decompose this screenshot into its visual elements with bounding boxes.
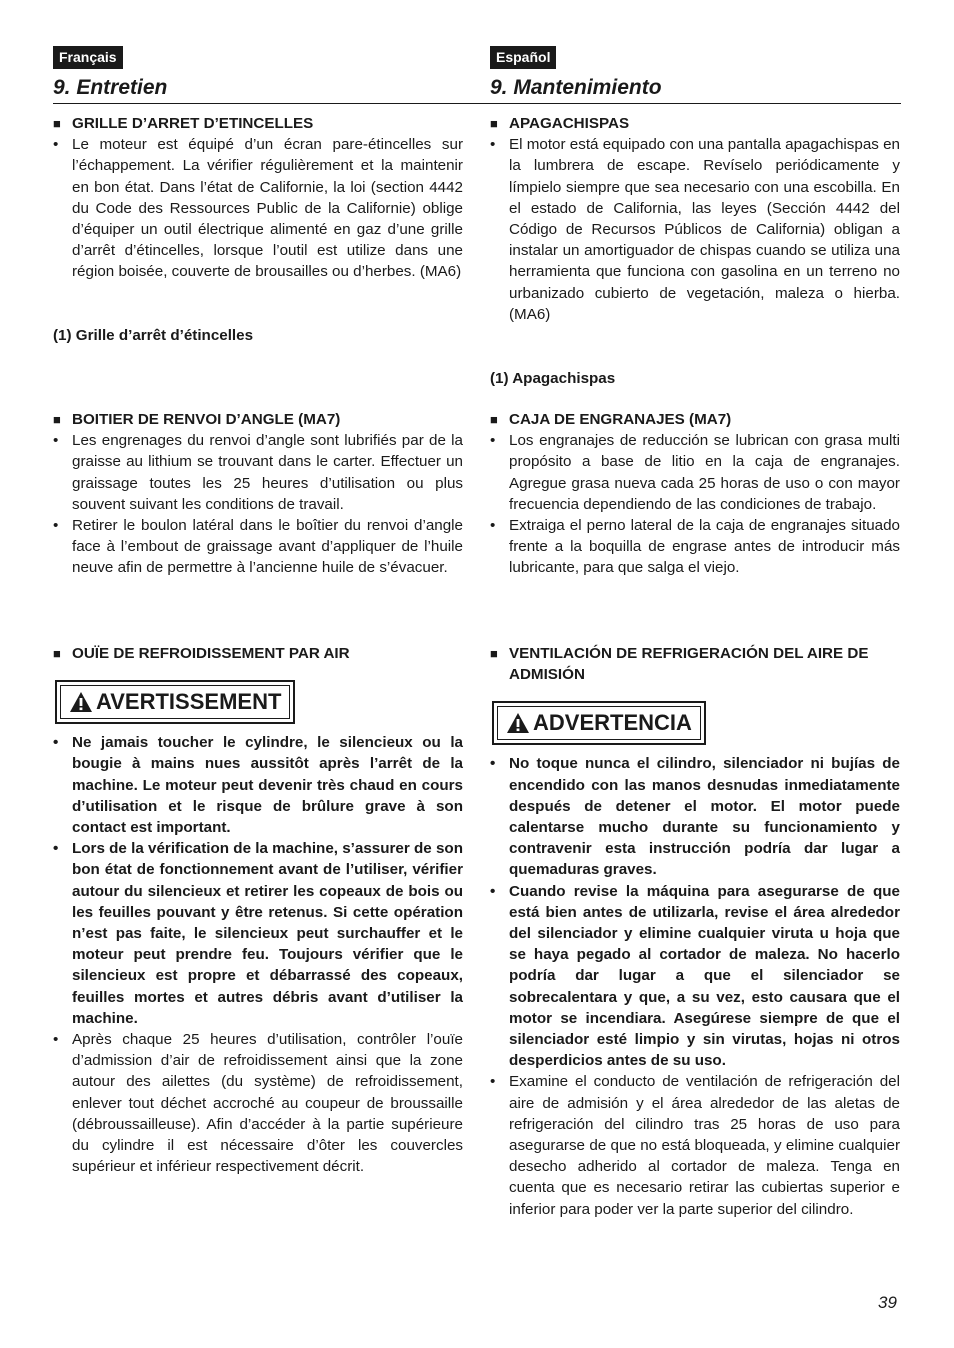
warning-triangle-icon: [69, 691, 93, 713]
bullet-icon: •: [490, 432, 496, 450]
column-french: [53, 46, 463, 1176]
list-item: • Retirer le boulon latéral dans le boîtier du renvoi d’angle face à l’embout de graissage avant d’appliquer de l’huile neuve afin de permettre à l’ancienne huile de s’évacuer.: [53, 515, 463, 579]
list-item: • Extraiga el perno lateral de la caja de engranajes situado frente a la boquilla de engrase antes de introducir más lubricante, para que salga el viejo.: [490, 515, 900, 579]
square-bullet-icon: ■: [53, 116, 61, 131]
square-bullet-icon: ■: [490, 646, 498, 661]
list-item: • Examine el conducto de ventilación de refrigeración del aire de admisión y el área alrededor de las aletas de refrigeración del cilindro tras 25 horas de uso para asegurarse de que no está bloqueada, y elimine cualquier desecho adherido al cortador de maleza. Tenga en cuenta que es necesario retirar las cubiertas superior e inferior para poder ver la parte superior del cilindro.: [490, 1071, 900, 1219]
warning-label: ADVERTENCIA: [533, 710, 692, 736]
bullet-icon: •: [490, 1073, 496, 1091]
warning-triangle-icon: [506, 712, 530, 734]
cooling-air-section: [490, 643, 900, 1220]
header-rule: [53, 103, 901, 104]
list-item: • Le moteur est équipé d’un écran pare-étincelles sur l’échappement. La vérifier régulièrement et la maintenir en bon état. Dans l’état de Californie, la loi (section 4442 du Code des Ressources Public de la Californie) oblige d’équiper un outil électrique alimenté en gaz d’une grille d’arrêt d’étincelles, lorsque l’outil est utilize dans une région boisée, couverte de brousailles ou d’herbes. (MA6): [53, 134, 463, 282]
section-heading: OUÏE DE REFROIDISSEMENT PAR AIR: [72, 645, 350, 662]
bullet-icon: •: [490, 136, 496, 154]
section-heading: BOITIER DE RENVOI D’ANGLE (MA7): [72, 411, 341, 428]
list-item: • Après chaque 25 heures d’utilisation, contrôler l’ouïe d’admission d’air de refroidissement ainsi que la zone autour des ailettes (du système) de refroidissement, enlever tout déchet accroché au coupeur de broussaille (débroussailleuse). Afin d’accéder à la partie supérieure du cylindre il est nécessaire d’ôter les couvercles supérieur et inférieur respectivement décrit.: [53, 1029, 463, 1177]
square-bullet-icon: ■: [53, 646, 61, 661]
warning-label: AVERTISSEMENT: [96, 689, 282, 715]
language-tag: Español: [490, 46, 556, 69]
list-item: • Ne jamais toucher le cylindre, le silencieux ou la bougie à mains nues aussitôt après l’arrêt de la machine. Le moteur peut devenir très chaud en cours d’utilisation et le risque de brûlure grave à son contact est important.: [53, 732, 463, 838]
gear-case-section: [53, 409, 463, 579]
bullet-icon: •: [490, 517, 496, 535]
section-heading: GRILLE D’ARRET D’ETINCELLES: [72, 115, 314, 132]
bullet-icon: •: [53, 136, 59, 154]
section-heading: VENTILACIÓN DE REFRIGERACIÓN DEL AIRE DE ADMISIÓN: [509, 645, 869, 684]
cooling-air-section: [53, 643, 463, 1177]
bullet-icon: •: [53, 432, 59, 450]
bullet-icon: •: [490, 755, 496, 773]
column-spanish: [490, 46, 900, 1218]
figure-caption: (1) Grille d’arrêt d’étincelles: [53, 327, 254, 344]
language-tag: Français: [53, 46, 123, 69]
bullet-icon: •: [53, 840, 59, 858]
square-bullet-icon: ■: [490, 412, 498, 427]
section-heading: CAJA DE ENGRANAJES (MA7): [509, 411, 732, 428]
list-item: • El motor está equipado con una pantalla apagachispas en la lumbrera de escape. Revíselo periódicamente y límpielo siempre que sea necesario con una escobilla. En el estado de California, las leyes (Sección 4442 del Código de Recursos Públicos de California) obligan a instalar un amortiguador de chispas cuando se utiliza una herramienta que funciona con gasolina en un terreno no urbanizado cubierto de vegetación, maleza o hierba. (MA6): [490, 134, 900, 325]
bullet-icon: •: [490, 882, 496, 900]
bullet-icon: •: [53, 734, 59, 752]
figure-caption: (1) Apagachispas: [490, 370, 616, 387]
list-item: • No toque nunca el cilindro, silenciador ni bujías de encendido con las manos desnudas inmediatamente después de detener el motor. El motor puede calentarse mucho durante su funcionamiento y contravenir esta instrucción podría dar lugar a quemaduras graves.: [490, 753, 900, 880]
list-item: • Cuando revise la máquina para asegurarse de que está bien antes de utilizarla, revise el área alrededor del silenciador y elimine cualquier viruta u hoja que se haya pegado al cortador de maleza. No hacerlo podría dar lugar a que el silenciador se sobrecalentara y que, a su vez, esto causara que el motor se incendiara. Asegúrese siempre de que el silenciador esté limpio y sin virutas, hojas ni otros desperdicios antes de su uso.: [490, 881, 900, 1072]
gear-case-section: [490, 409, 900, 579]
list-item: • Les engrenages du renvoi d’angle sont lubrifiés par de la graisse au lithium se trouvant dans le carter. Effectuer un graissage toutes les 25 heures d’utilisation ou plus souvent suivant les conditions de travail.: [53, 430, 463, 515]
list-item: • Los engranajes de reducción se lubrican con grasa multi propósito a base de litio en la caja de engranajes. Agregue grasa nueva cada 25 horas de uso o con mayor frecuencia dependiendo de las condiciones de trabajo.: [490, 430, 900, 515]
section-heading: APAGACHISPAS: [509, 115, 630, 132]
section-title: 9. Mantenimiento: [490, 76, 662, 99]
bullet-icon: •: [53, 1031, 59, 1049]
bullet-icon: •: [53, 517, 59, 535]
spark-arrester-section: [490, 113, 900, 325]
section-title: 9. Entretien: [53, 76, 168, 99]
square-bullet-icon: ■: [53, 412, 61, 427]
spark-arrester-section: [53, 113, 463, 283]
page-number: 39: [878, 1293, 897, 1312]
square-bullet-icon: ■: [490, 116, 498, 131]
warning-box: [55, 680, 295, 724]
warning-box: [492, 701, 706, 745]
list-item: • Lors de la vérification de la machine, s’assurer de son bon état de fonctionnement avant de l’utiliser, vérifier autour du silencieux et retirer les copeaux de bois ou les feuilles pouvant y être retenus. Si cette opération n’est pas faite, le silencieux peut surchauffer et le moteur peut prendre feu. Toujours vérifier que le silencieux est propre et débarrassé des copeaux, feuilles mortes et autres débris avant d’utiliser la machine.: [53, 838, 463, 1029]
